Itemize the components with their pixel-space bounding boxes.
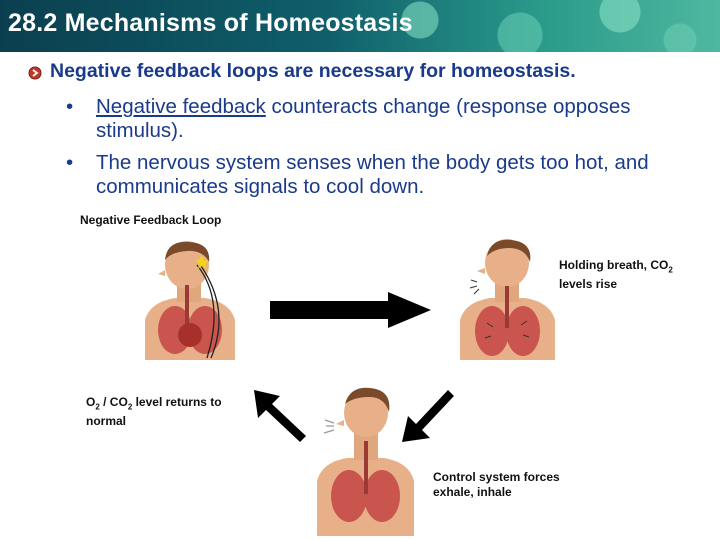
caption-text: / CO xyxy=(99,395,128,409)
arrow-right xyxy=(268,290,433,330)
bullet-icon xyxy=(28,66,42,80)
caption-text: normal xyxy=(86,414,127,429)
person-top-right-illustration xyxy=(455,238,560,360)
slide-heading: Negative feedback loops are necessary for homeostasis. xyxy=(50,60,576,82)
subscript: 2 xyxy=(668,265,673,275)
caption-text: O xyxy=(86,395,96,409)
caption-level-returns xyxy=(86,395,222,429)
person-top-left-illustration xyxy=(135,240,245,360)
header-banner xyxy=(0,0,720,52)
figure-title: Negative Feedback Loop xyxy=(80,213,222,227)
bullet-item xyxy=(66,151,720,199)
arrow-up-left xyxy=(250,386,310,446)
caption-control-system xyxy=(433,470,560,500)
caption-text: levels rise xyxy=(559,277,618,292)
bullet-item xyxy=(66,95,720,143)
caption-co2-rise xyxy=(559,258,673,292)
caption-text: exhale, inhale xyxy=(433,485,512,499)
bullet-text: The nervous system senses when the body gets too hot, and communicates signals to cool down. xyxy=(96,151,649,198)
subscript: 2 xyxy=(95,402,100,412)
term-negative-feedback: Negative feedback xyxy=(96,95,266,118)
caption-text: level returns to xyxy=(132,395,222,409)
bullet-marker: • xyxy=(66,95,74,118)
arrow-down-left xyxy=(398,386,458,446)
caption-text: Control system forces xyxy=(433,470,560,484)
bullet-list xyxy=(66,95,720,207)
page-title: 28.2 Mechanisms of Homeostasis xyxy=(8,9,413,37)
caption-text: Holding breath, CO xyxy=(559,258,669,272)
subscript: 2 xyxy=(127,402,133,412)
bullet-marker: • xyxy=(66,151,74,174)
bullet-text: counteracts change (response opposes stimulus). xyxy=(96,95,631,142)
